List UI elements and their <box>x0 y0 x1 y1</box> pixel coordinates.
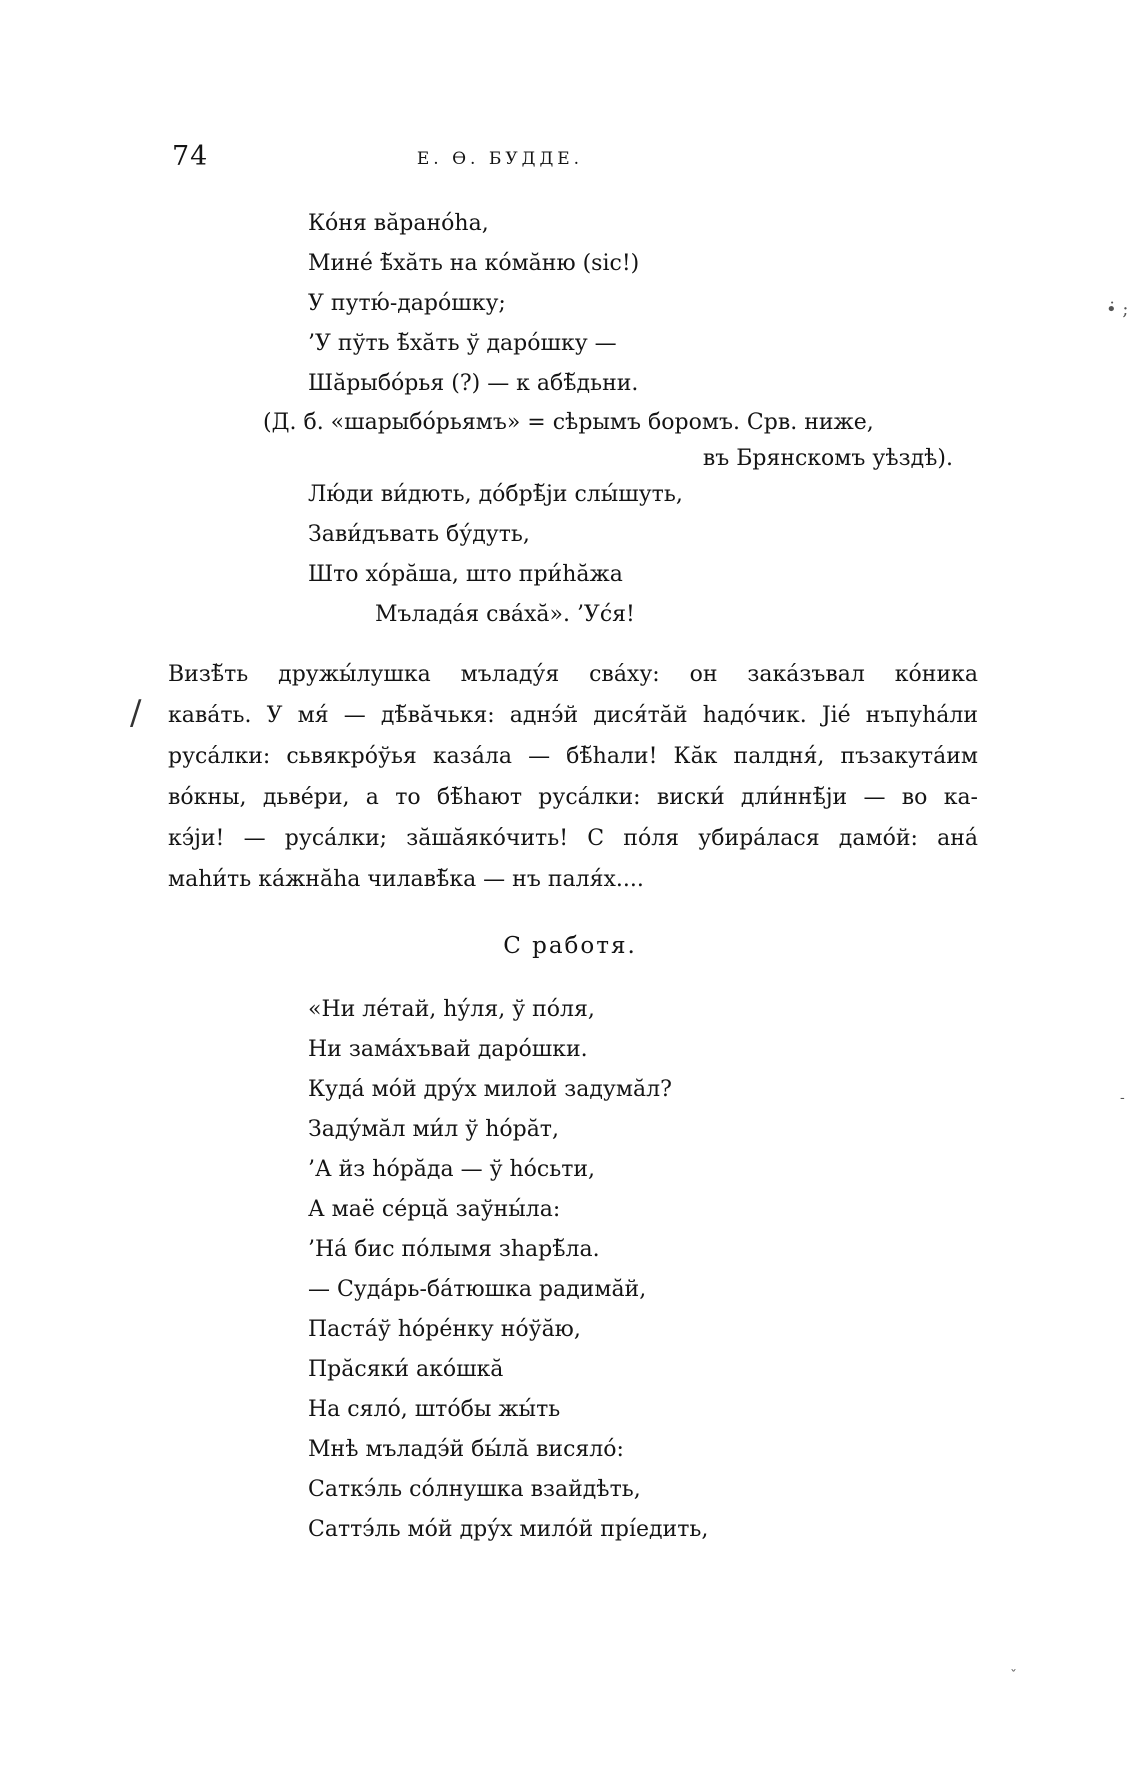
verse-line: Ни замáхъвай даро́шки. <box>308 1037 588 1062</box>
verse-block-horse <box>308 204 639 404</box>
prose-line: во́кны, дьвéри, а то бѣ̆hают русáлки: виски́ дли́ннѣ̆ји — во ка- <box>168 785 978 810</box>
verse-line: Ко́ня вăрано́hа, <box>308 211 489 236</box>
verse-line: Саткэ́ль со́лнушка взайдѣть, <box>308 1477 641 1502</box>
verse-line: Што хо́рăша, што при́hăжа <box>308 562 623 587</box>
verse-line: Шăрыбо́рья (?) — к абѣ̆дьни. <box>308 371 639 396</box>
pencil-margin-mark: / <box>130 693 142 733</box>
prose-line: кавáть. У мя́ — дѣ̆вăчькя: аднэ́й дися́тăй hадо́чик. Јіе́ нъпуhа́ли <box>168 703 978 728</box>
prose-line: маhи́ть кáжнăhа чилавѣ̆ка — нъ паля́х.... <box>168 867 644 892</box>
verse-line: «Ни ле́тай, hу́ля, ў по́ля, <box>308 997 595 1022</box>
prose-line: русáлки: сьвякро́ўья казáла — бѣ̆hали! Кăк палдня́, пъзакутáим <box>168 744 978 769</box>
verse-line: Кудá мо́й дру́х милой задумăл? <box>308 1077 672 1102</box>
margin-tick: - <box>1120 1090 1125 1106</box>
verse-block-work-song <box>308 990 708 1550</box>
margin-specks: •̇ ; <box>1106 299 1129 320</box>
verse-line: — Судáрь-бáтюшка радимăй, <box>308 1277 647 1302</box>
editorial-note <box>263 405 953 477</box>
verse-line: Зави́дъвать бу́дуть, <box>308 522 530 547</box>
verse-line: У путю́-даро́шку; <box>308 291 506 316</box>
verse-line: Заду́мăл ми́л ў hо́рăт, <box>308 1117 559 1142</box>
prose-line: Визѣ̆ть дружы́лушка мъладу́я свáху: он закáзъвал ко́ника <box>168 662 978 687</box>
verse-line: На сяло́, што́бы жы́ть <box>308 1397 561 1422</box>
verse-line: Мъладáя свáхă». ’Ус́я! <box>375 602 635 627</box>
margin-tick: ˇ <box>1010 1668 1017 1684</box>
verse-line: Лю́ди ви́дють, до́брѣ̆ји слы́шуть, <box>308 482 683 507</box>
verse-line: ’Нá бис по́лымя зhарѣ̆ла. <box>308 1237 600 1262</box>
verse-line: ’А йз hо́рăда — ў hо́сьти, <box>308 1157 596 1182</box>
verse-line: Пастáў hо́ре́нку но́ўăю, <box>308 1317 581 1342</box>
verse-line: ’У пўть ѣ̆хăть ў даро́шку — <box>308 331 617 356</box>
verse-line: Мнѣ мъладэ́й бы́лă висяло́: <box>308 1437 624 1462</box>
verse-line: Прăсяки́ ако́шкă <box>308 1357 504 1382</box>
verse-line: Саттэ́ль мо́й дру́х мило́й прі́едить, <box>308 1517 709 1542</box>
verse-line: Мине́ ѣ̆хăть на ко́мăню (sic!) <box>308 251 640 276</box>
prose-paragraph <box>168 654 978 900</box>
verse-line: А маё сéрцă заўны́ла: <box>308 1197 561 1222</box>
verse-block-people <box>308 475 683 635</box>
note-line: въ Брянскомъ уѣздѣ). <box>702 446 953 471</box>
prose-line: кэ́ји! — русáлки; зăшăякóчить! С по́ля убирáлася дамо́й: ана́ <box>168 826 978 851</box>
running-head: Е. Ѳ. БУДДЕ. <box>416 149 584 169</box>
note-line: (Д. б. «шарыбо́рьямъ» = сѣрымъ боромъ. Срв. ниже, <box>263 410 874 435</box>
section-title: С работя. <box>503 933 637 959</box>
page-number: 74 <box>172 141 209 172</box>
